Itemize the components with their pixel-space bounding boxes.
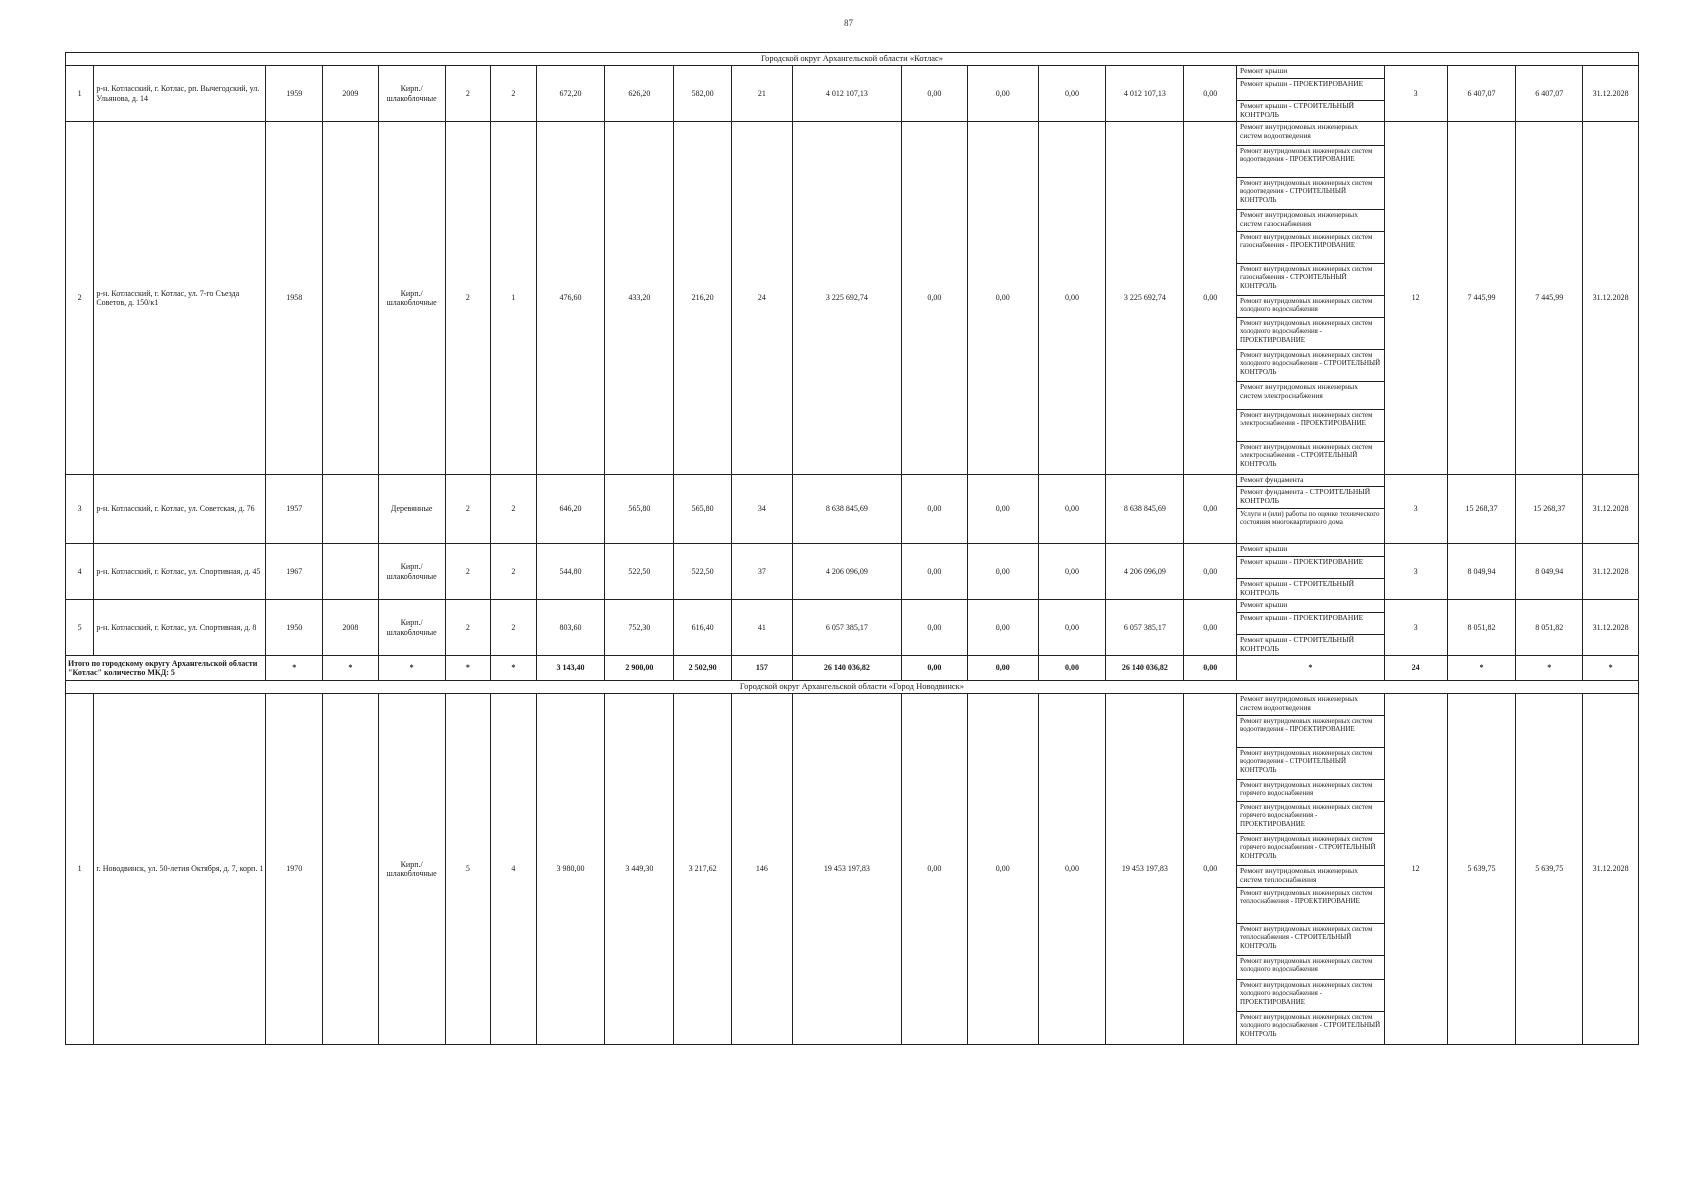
year-cell: 1957 xyxy=(266,475,323,544)
work-item: Ремонт внутридомовых инженерных систем теплоснабжения - СТРОИТЕЛЬНЫЙ КОНТРОЛЬ xyxy=(1237,924,1384,956)
total-row xyxy=(66,656,1639,681)
deadline-cell: 31.12.2028 xyxy=(1583,122,1639,475)
row-number: 3 xyxy=(66,475,94,544)
group-header-row xyxy=(66,53,1639,66)
work-item: Ремонт внутридомовых инженерных систем холодного водоснабжения xyxy=(1237,956,1384,980)
total-cell: 0,00 xyxy=(1038,656,1106,681)
row-number: 1 xyxy=(66,694,94,1045)
cost-total-cell: 19 453 197,83 xyxy=(792,694,901,1045)
total-cell: 0,00 xyxy=(902,656,968,681)
row-number: 2 xyxy=(66,122,94,475)
table-row xyxy=(66,600,1639,656)
c3-cell: 0,00 xyxy=(1038,694,1106,1045)
work-item: Ремонт внутридомовых инженерных систем холодного водоснабжения - ПРОЕКТИРОВАНИЕ xyxy=(1237,980,1384,1012)
address-cell: р-н. Котласский, г. Котлас, ул. Советская, д. 76 xyxy=(94,475,266,544)
unit2-cell: 6 407,07 xyxy=(1516,66,1583,122)
floors-cell: 5 xyxy=(445,694,491,1045)
residents-cell: 146 xyxy=(731,694,792,1045)
entrances-cell: 4 xyxy=(491,694,537,1045)
work-item: Ремонт крыши - СТРОИТЕЛЬНЫЙ КОНТРОЛЬ xyxy=(1240,635,1355,653)
c2-cell: 0,00 xyxy=(967,475,1038,544)
total-cell: 157 xyxy=(731,656,792,681)
work-item: Ремонт внутридомовых инженерных систем электроснабжения xyxy=(1237,382,1384,410)
c3-cell: 0,00 xyxy=(1038,122,1106,475)
address-cell: р-н. Котласский, г. Котлас, ул. 7-го Съезда Советов, д. 150/к1 xyxy=(94,122,266,475)
works-list xyxy=(1237,694,1385,1045)
unit2-cell: 5 639,75 xyxy=(1516,694,1583,1045)
floors-cell: 2 xyxy=(445,600,491,656)
c5-cell: 0,00 xyxy=(1184,600,1237,656)
work-item: Ремонт внутридомовых инженерных систем горячего водоснабжения - ПРОЕКТИРОВАНИЕ xyxy=(1237,802,1384,834)
work-item: Ремонт внутридомовых инженерных систем водоотведения - СТРОИТЕЛЬНЫЙ КОНТРОЛЬ xyxy=(1237,748,1384,780)
c5-cell: 0,00 xyxy=(1184,66,1237,122)
work-item: Ремонт внутридомовых инженерных систем электроснабжения - СТРОИТЕЛЬНЫЙ КОНТРОЛЬ xyxy=(1240,443,1373,468)
walls-cell: Кирп./шлакоблочные xyxy=(378,694,445,1045)
year2-cell xyxy=(323,475,379,544)
total-cell: * xyxy=(1447,656,1516,681)
entrances-cell: 1 xyxy=(491,122,537,475)
works-list xyxy=(1237,600,1385,656)
deadline-cell: 31.12.2028 xyxy=(1583,694,1639,1045)
residents-cell: 37 xyxy=(731,544,792,600)
area-b-cell: 582,00 xyxy=(674,66,732,122)
work-item: Ремонт внутридомовых инженерных систем электроснабжения - ПРОЕКТИРОВАНИЕ xyxy=(1237,410,1384,442)
unit1-cell: 6 407,07 xyxy=(1447,66,1516,122)
deadline-cell: 31.12.2028 xyxy=(1583,66,1639,122)
work-item: Ремонт внутридомовых инженерных систем водоотведения - ПРОЕКТИРОВАНИЕ xyxy=(1237,146,1384,178)
c4-cell: 19 453 197,83 xyxy=(1106,694,1184,1045)
page-number: 87 xyxy=(844,18,853,28)
walls-cell: Кирп./шлакоблочные xyxy=(378,122,445,475)
total-cell: 26 140 036,82 xyxy=(792,656,901,681)
c3-cell: 0,00 xyxy=(1038,475,1106,544)
floors-cell: 2 xyxy=(445,122,491,475)
entrances-cell: 2 xyxy=(491,475,537,544)
work-item: Услуги и (или) работы по оценке технического состояния многоквартирного дома xyxy=(1240,510,1380,527)
entrances-cell: 2 xyxy=(491,600,537,656)
unit2-cell: 15 268,37 xyxy=(1516,475,1583,544)
year2-cell: 2009 xyxy=(323,66,379,122)
year2-cell xyxy=(323,122,379,475)
area-total-cell: 476,60 xyxy=(536,122,605,475)
year2-cell xyxy=(323,544,379,600)
address-cell: р-н. Котласский, г. Котлас, рп. Вычегодский, ул. Ульянова, д. 14 xyxy=(94,66,266,122)
group-title: Городской округ Архангельской области «Котлас» xyxy=(66,53,1639,66)
work-item: Ремонт фундамента xyxy=(1237,475,1384,487)
c2-cell: 0,00 xyxy=(967,600,1038,656)
deadline-cell: 31.12.2028 xyxy=(1583,475,1639,544)
table-row xyxy=(66,544,1639,600)
area-total-cell: 803,60 xyxy=(536,600,605,656)
work-item: Ремонт крыши - ПРОЕКТИРОВАНИЕ xyxy=(1237,613,1384,635)
total-cell: 0,00 xyxy=(1184,656,1237,681)
cost-total-cell: 8 638 845,69 xyxy=(792,475,901,544)
work-item: Ремонт крыши xyxy=(1237,66,1384,79)
c2-cell: 0,00 xyxy=(967,66,1038,122)
total-cell: 24 xyxy=(1384,656,1447,681)
total-cell: * xyxy=(1583,656,1639,681)
works-list xyxy=(1237,544,1385,600)
total-cell: * xyxy=(1237,656,1385,681)
work-item: Ремонт внутридомовых инженерных систем водоотведения xyxy=(1237,694,1384,716)
row-number: 1 xyxy=(66,66,94,122)
entrances-cell: 2 xyxy=(491,66,537,122)
residents-cell: 41 xyxy=(731,600,792,656)
c4-cell: 8 638 845,69 xyxy=(1106,475,1184,544)
floors-cell: 2 xyxy=(445,66,491,122)
entrances-cell: 2 xyxy=(491,544,537,600)
area-total-cell: 3 980,00 xyxy=(536,694,605,1045)
total-cell: 3 143,40 xyxy=(536,656,605,681)
group-header-row xyxy=(66,681,1639,694)
deadline-cell: 31.12.2028 xyxy=(1583,600,1639,656)
work-item: Ремонт крыши xyxy=(1237,600,1384,613)
work-item: Ремонт внутридомовых инженерных систем теплоснабжения xyxy=(1237,866,1384,888)
unit2-cell: 7 445,99 xyxy=(1516,122,1583,475)
work-item: Ремонт внутридомовых инженерных систем водоотведения - СТРОИТЕЛЬНЫЙ КОНТРОЛЬ xyxy=(1237,178,1384,210)
total-cell: 2 502,90 xyxy=(674,656,732,681)
table-row xyxy=(66,66,1639,122)
work-item: Ремонт крыши - СТРОИТЕЛЬНЫЙ КОНТРОЛЬ xyxy=(1240,579,1355,597)
work-item: Ремонт фундамента - СТРОИТЕЛЬНЫЙ КОНТРОЛЬ xyxy=(1237,487,1384,509)
c1-cell: 0,00 xyxy=(902,544,968,600)
work-item: Ремонт внутридомовых инженерных систем холодного водоснабжения xyxy=(1237,296,1384,318)
cost-total-cell: 6 057 385,17 xyxy=(792,600,901,656)
year-cell: 1959 xyxy=(266,66,323,122)
year-cell: 1958 xyxy=(266,122,323,475)
area-a-cell: 3 449,30 xyxy=(605,694,674,1045)
c1-cell: 0,00 xyxy=(902,122,968,475)
work-item: Ремонт внутридомовых инженерных систем горячего водоснабжения - СТРОИТЕЛЬНЫЙ КОНТРОЛЬ xyxy=(1237,834,1384,866)
n-works-cell: 3 xyxy=(1384,66,1447,122)
area-b-cell: 3 217,62 xyxy=(674,694,732,1045)
n-works-cell: 12 xyxy=(1384,122,1447,475)
year-cell: 1967 xyxy=(266,544,323,600)
area-a-cell: 752,30 xyxy=(605,600,674,656)
work-item: Ремонт внутридомовых инженерных систем газоснабжения - ПРОЕКТИРОВАНИЕ xyxy=(1237,232,1384,264)
c3-cell: 0,00 xyxy=(1038,66,1106,122)
work-item: Ремонт внутридомовых инженерных систем теплоснабжения - ПРОЕКТИРОВАНИЕ xyxy=(1237,888,1384,924)
work-item: Ремонт внутридомовых инженерных систем горячего водоснабжения xyxy=(1237,780,1384,802)
c2-cell: 0,00 xyxy=(967,122,1038,475)
work-item: Ремонт внутридомовых инженерных систем водоотведения xyxy=(1237,122,1384,146)
c1-cell: 0,00 xyxy=(902,66,968,122)
residents-cell: 34 xyxy=(731,475,792,544)
total-cell: * xyxy=(266,656,323,681)
area-b-cell: 216,20 xyxy=(674,122,732,475)
total-cell: * xyxy=(491,656,537,681)
walls-cell: Кирп./шлакоблочные xyxy=(378,544,445,600)
floors-cell: 2 xyxy=(445,544,491,600)
area-a-cell: 522,50 xyxy=(605,544,674,600)
total-cell: 0,00 xyxy=(967,656,1038,681)
walls-cell: Кирп./шлакоблочные xyxy=(378,600,445,656)
c4-cell: 4 012 107,13 xyxy=(1106,66,1184,122)
works-list xyxy=(1237,66,1385,122)
area-b-cell: 522,50 xyxy=(674,544,732,600)
work-item: Ремонт внутридомовых инженерных систем холодного водоснабжения - СТРОИТЕЛЬНЫЙ КОНТРОЛЬ xyxy=(1240,1013,1381,1038)
area-total-cell: 646,20 xyxy=(536,475,605,544)
area-total-cell: 544,80 xyxy=(536,544,605,600)
area-b-cell: 565,80 xyxy=(674,475,732,544)
row-number: 4 xyxy=(66,544,94,600)
group-title: Городской округ Архангельской области «Город Новодвинск» xyxy=(66,681,1639,694)
c5-cell: 0,00 xyxy=(1184,694,1237,1045)
floors-cell: 2 xyxy=(445,475,491,544)
work-item: Ремонт крыши xyxy=(1237,544,1384,557)
work-item: Ремонт крыши - СТРОИТЕЛЬНЫЙ КОНТРОЛЬ xyxy=(1240,101,1355,119)
unit1-cell: 15 268,37 xyxy=(1447,475,1516,544)
c1-cell: 0,00 xyxy=(902,600,968,656)
total-cell: 2 900,00 xyxy=(605,656,674,681)
table-row xyxy=(66,122,1639,475)
c5-cell: 0,00 xyxy=(1184,544,1237,600)
unit2-cell: 8 049,94 xyxy=(1516,544,1583,600)
area-a-cell: 565,80 xyxy=(605,475,674,544)
unit1-cell: 7 445,99 xyxy=(1447,122,1516,475)
address-cell: р-н. Котласский, г. Котлас, ул. Спортивная, д. 45 xyxy=(94,544,266,600)
work-item: Ремонт крыши - ПРОЕКТИРОВАНИЕ xyxy=(1237,79,1384,101)
residents-cell: 21 xyxy=(731,66,792,122)
year2-cell xyxy=(323,694,379,1045)
c1-cell: 0,00 xyxy=(902,694,968,1045)
residents-cell: 24 xyxy=(731,122,792,475)
work-item: Ремонт внутридомовых инженерных систем водоотведения - ПРОЕКТИРОВАНИЕ xyxy=(1237,716,1384,748)
total-cell: * xyxy=(445,656,491,681)
work-item: Ремонт внутридомовых инженерных систем холодного водоснабжения - СТРОИТЕЛЬНЫЙ КОНТРОЛЬ xyxy=(1237,350,1384,382)
deadline-cell: 31.12.2028 xyxy=(1583,544,1639,600)
year2-cell: 2008 xyxy=(323,600,379,656)
table-body xyxy=(66,53,1639,1045)
cost-total-cell: 3 225 692,74 xyxy=(792,122,901,475)
unit2-cell: 8 051,82 xyxy=(1516,600,1583,656)
table-row xyxy=(66,475,1639,544)
c4-cell: 4 206 096,09 xyxy=(1106,544,1184,600)
n-works-cell: 3 xyxy=(1384,600,1447,656)
works-list xyxy=(1237,475,1385,544)
total-cell: 26 140 036,82 xyxy=(1106,656,1184,681)
c2-cell: 0,00 xyxy=(967,694,1038,1045)
c1-cell: 0,00 xyxy=(902,475,968,544)
c4-cell: 3 225 692,74 xyxy=(1106,122,1184,475)
n-works-cell: 3 xyxy=(1384,475,1447,544)
c5-cell: 0,00 xyxy=(1184,122,1237,475)
year-cell: 1970 xyxy=(266,694,323,1045)
work-item: Ремонт внутридомовых инженерных систем газоснабжения - СТРОИТЕЛЬНЫЙ КОНТРОЛЬ xyxy=(1237,264,1384,296)
n-works-cell: 3 xyxy=(1384,544,1447,600)
work-item: Ремонт крыши - ПРОЕКТИРОВАНИЕ xyxy=(1237,557,1384,579)
unit1-cell: 8 051,82 xyxy=(1447,600,1516,656)
c2-cell: 0,00 xyxy=(967,544,1038,600)
walls-cell: Деревянные xyxy=(378,475,445,544)
total-cell: * xyxy=(323,656,379,681)
capital-repair-table xyxy=(65,52,1639,1045)
row-number: 5 xyxy=(66,600,94,656)
year-cell: 1950 xyxy=(266,600,323,656)
walls-cell: Кирп./шлакоблочные xyxy=(378,66,445,122)
work-item: Ремонт внутридомовых инженерных систем холодного водоснабжения - ПРОЕКТИРОВАНИЕ xyxy=(1237,318,1384,350)
cost-total-cell: 4 206 096,09 xyxy=(792,544,901,600)
works-list xyxy=(1237,122,1385,475)
total-cell: * xyxy=(1516,656,1583,681)
c5-cell: 0,00 xyxy=(1184,475,1237,544)
total-cell: * xyxy=(378,656,445,681)
table-row xyxy=(66,694,1639,1045)
unit1-cell: 5 639,75 xyxy=(1447,694,1516,1045)
area-total-cell: 672,20 xyxy=(536,66,605,122)
area-a-cell: 433,20 xyxy=(605,122,674,475)
cost-total-cell: 4 012 107,13 xyxy=(792,66,901,122)
total-label: Итого по городскому округу Архангельской области "Котлас" количество МКД: 5 xyxy=(66,656,266,681)
c3-cell: 0,00 xyxy=(1038,600,1106,656)
work-item: Ремонт внутридомовых инженерных систем газоснабжения xyxy=(1237,210,1384,232)
area-a-cell: 626,20 xyxy=(605,66,674,122)
area-b-cell: 616,40 xyxy=(674,600,732,656)
c3-cell: 0,00 xyxy=(1038,544,1106,600)
address-cell: р-н. Котласский, г. Котлас, ул. Спортивная, д. 8 xyxy=(94,600,266,656)
address-cell: г. Новодвинск, ул. 50-летия Октября, д. 7, корп. 1 xyxy=(94,694,266,1045)
unit1-cell: 8 049,94 xyxy=(1447,544,1516,600)
n-works-cell: 12 xyxy=(1384,694,1447,1045)
c4-cell: 6 057 385,17 xyxy=(1106,600,1184,656)
